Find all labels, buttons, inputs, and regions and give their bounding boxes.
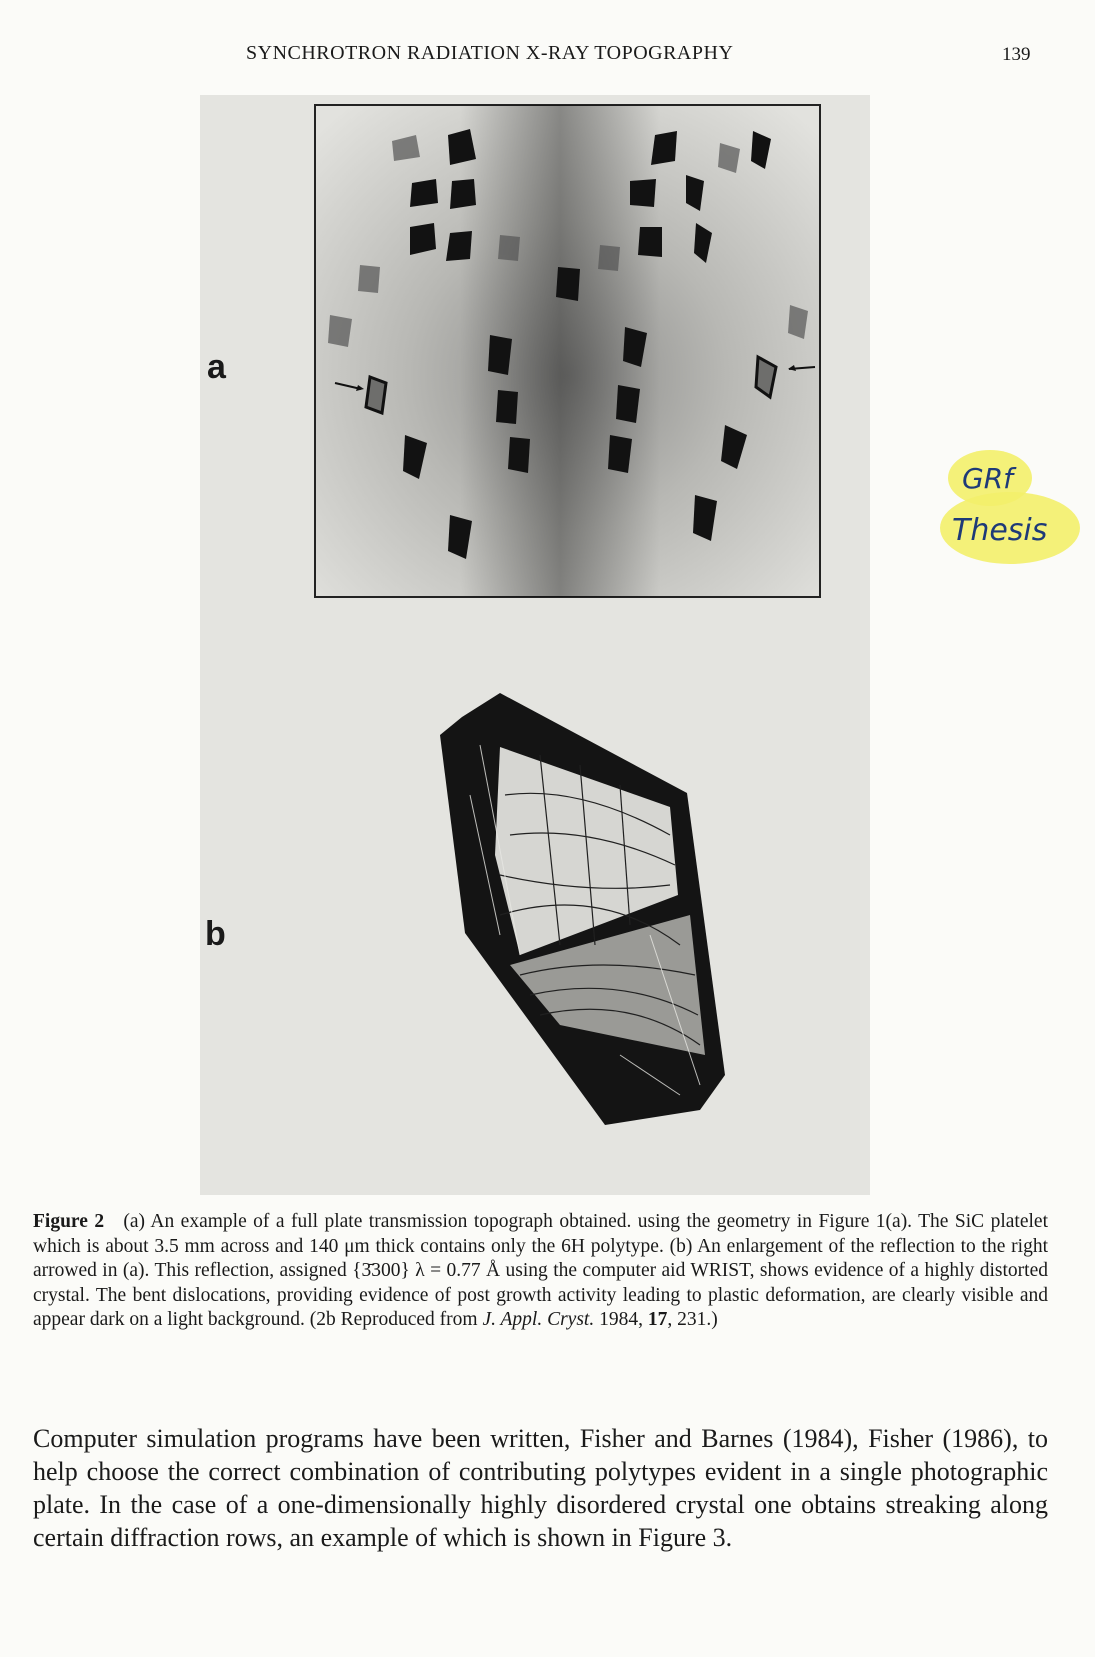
annotation-highlight: [940, 448, 1090, 588]
caption-volume: 17: [647, 1309, 668, 1330]
caption-label: Figure 2: [33, 1211, 105, 1232]
caption-text-2: 1984,: [594, 1309, 648, 1330]
panel-b-label: b: [205, 915, 226, 953]
figure-2-artwork: [200, 95, 870, 1195]
figure-2: [200, 95, 870, 1195]
caption-journal: J. Appl. Cryst.: [482, 1309, 595, 1330]
panel-b-enlargement: [440, 693, 725, 1125]
panel-a-label: a: [207, 348, 226, 386]
annotation-line-1: GRf: [962, 462, 1014, 495]
figure-caption: [33, 1210, 1048, 1333]
page-number: 139: [1002, 44, 1031, 65]
panel-a-topograph: [315, 105, 820, 597]
running-head: SYNCHROTRON RADIATION X-RAY TOPOGRAPHY: [246, 42, 734, 64]
annotation-line-2: Thesis: [952, 513, 1048, 548]
handwritten-annotation: [940, 448, 1090, 588]
caption-text-3: , 231.): [667, 1309, 718, 1330]
caption-text-1: (a) An example of a full plate transmission topograph obtained. using the geometry in Figure 1(a). The SiC platelet which is about 3.5 mm across and 140 μm thick contains only the 6H polytype. (b) An enlargement of the reflection to the right arrowed in (a). This reflection, assigned {3̄300} λ = 0.77 Å using the computer aid WRIST, shows evidence of a highly distorted crystal. The bent dislocations, providing evidence of post growth activity leading to plastic deformation, are clearly visible and appear dark on a light background. (2b Reproduced from: [33, 1211, 1048, 1330]
body-paragraph: Computer simulation programs have been written, Fisher and Barnes (1984), Fisher (1986), to help choose the correct combination of contributing polytypes evident in a single photographic plate. In the case of a one-dimensionally highly disordered crystal one obtains streaking along certain diffraction rows, an example of which is shown in Figure 3.: [33, 1424, 1048, 1552]
